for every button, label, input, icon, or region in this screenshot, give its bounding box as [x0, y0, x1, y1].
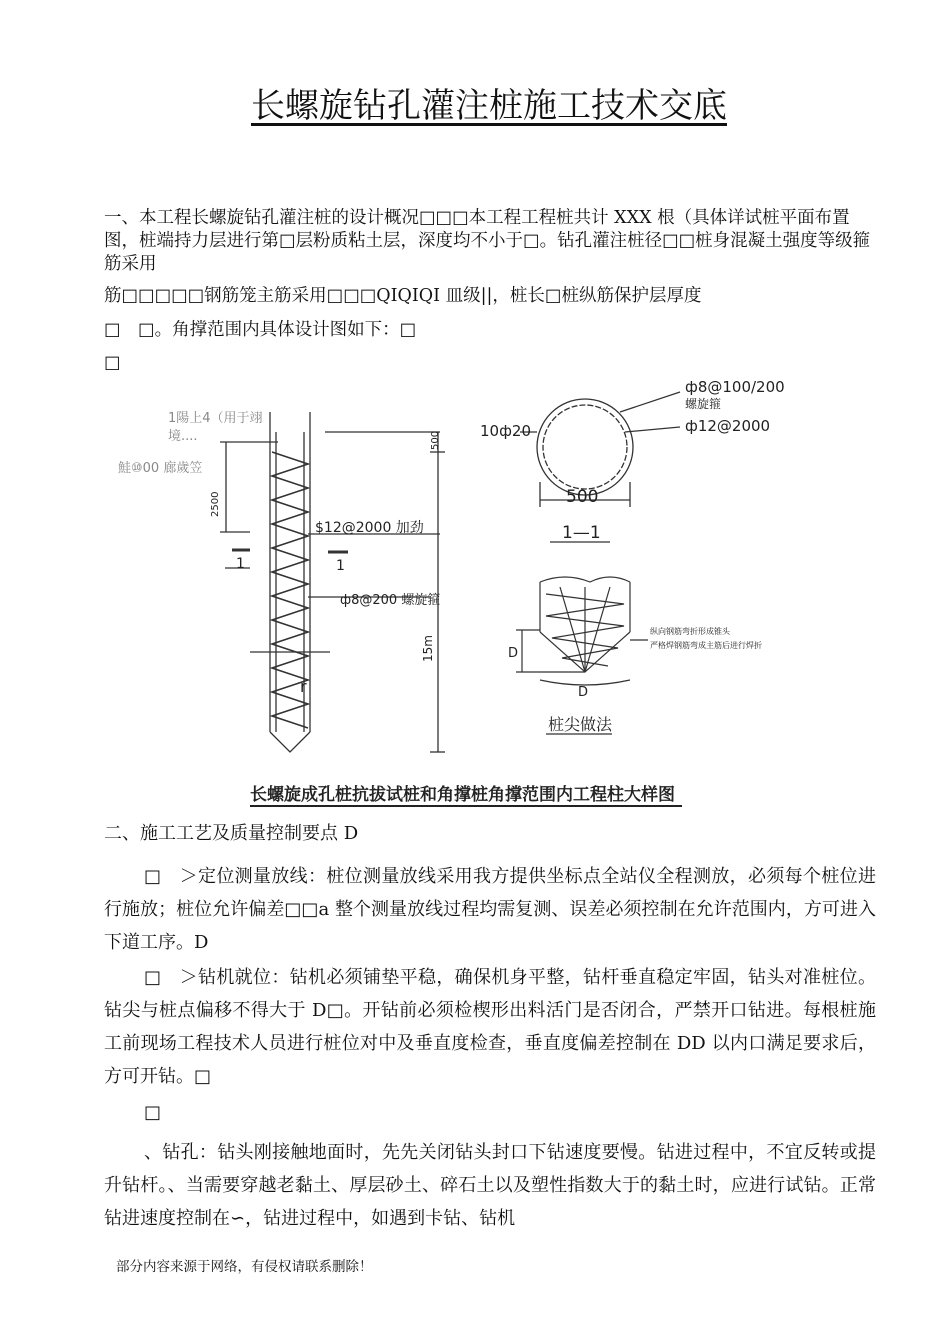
section1-line3: □ □。角撑范围内具体设计图如下：□ [104, 320, 417, 340]
section1-line2: 筋□□□□□钢筋笼主筋采用□□□QIQIQI 皿级||，桩长□桩纵筋保护层厚度 [104, 286, 702, 306]
tip-note-1: 纵向钢筋弯折形成锥头 [650, 627, 730, 636]
dim-D-horizontal: D [578, 685, 589, 700]
section-mark-b: 1 [336, 558, 345, 574]
dim-500: 500 [566, 487, 599, 507]
dim-500-vertical: 500 [430, 430, 441, 450]
section2-paragraph-4: 、钻孔：钻头刚接触地面时，先先关闭钻头封口下钻速度要慢。钻进过程中，不宜反转或提升钻杆。、当需要穿越老黏土、厚层砂土、碎石土以及塑性指数大于的黏土时，应进行试钻。正常钻进速度控制在∽，钻进过程中，如遇到卡钻、钻机 [104, 1142, 876, 1229]
dim-2500: 2500 [210, 491, 221, 517]
section1-line4: □ [104, 353, 121, 373]
page-footer: 部分内容来源于网络，有侵权请联系删除！ [116, 1259, 373, 1275]
label-spiral: ф8@200 螺旋箍 [340, 593, 441, 608]
label-top-left-2: 境.... [168, 429, 198, 444]
dim-D-vertical: D [508, 646, 519, 661]
dim-15m: 15m [421, 635, 435, 662]
page-title: 长螺旋钻孔灌注桩施工技术交底 [251, 86, 727, 126]
section1-paragraph: 一、本工程长螺旋钻孔灌注桩的设计概况□□□本工程工程桩共计 XXX 根（具体详试桩平面布置图，桩端持力层进行第□层粉质粘土层，深度均不小于□。钻孔灌注桩径□□桩身混凝土强度等级箍筋采用 [104, 208, 871, 274]
tip-note-2: 严格焊钢筋弯成主筋后进行焊折 [650, 641, 762, 650]
section2-paragraph-3: □ [144, 1102, 162, 1123]
label-spiral-xsec: ф8@100/200 [685, 378, 785, 396]
pile-detail-drawing [100, 372, 880, 812]
section-mark-a: 1 [236, 556, 245, 572]
label-main-bar: $12@2000 加劲 [315, 520, 424, 536]
tip-caption: 桩尖做法 [548, 715, 613, 734]
section2-paragraph-1: □ ＞定位测量放线：桩位测量放线采用我方提供坐标点全站仪全程测放，必须每个桩位进行施放；桩位允许偏差□□a 整个测量放线过程均需复测、误差必须控制在允许范围内，方可进入下道工序。D [104, 866, 876, 953]
label-spiral-xsec-2: 螺旋箍 [685, 397, 722, 411]
section2-heading: 二、施工工艺及质量控制要点 D [104, 823, 359, 844]
label-left: 鮭⑩00 廊歲笠 [118, 461, 203, 476]
label-r: r [300, 677, 307, 696]
figure-caption: 长螺旋成孔桩抗拔试桩和角撑桩角撑范围内工程柱大样图 [250, 785, 675, 805]
section-name: 1—1 [562, 523, 601, 543]
label-bar-xsec: ф12@2000 [685, 417, 771, 435]
section2-paragraph-2: □ ＞钻机就位：钻机必须铺垫平稳，确保机身平整，钻杆垂直稳定牢固，钻头对准桩位。钻尖与桩点偏移不得大于 D□。开钻前必须检楔形出料活门是否闭合，严禁开口钻进。每根桩施工前现场工程技术人员进行桩位对中及垂直度检查，垂直度偏差控制在 DD 以内口满足要求后，方可开钻。□ [104, 967, 876, 1087]
label-bars-count: 10ф20 [480, 422, 531, 440]
label-top-left-1: 1陽上4（用于翊 [168, 411, 263, 426]
